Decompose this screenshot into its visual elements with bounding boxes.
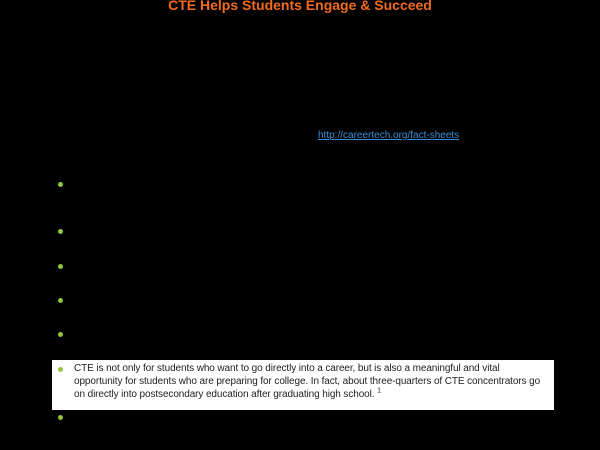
bullet-icon bbox=[58, 298, 63, 303]
fact-sheets-link[interactable]: http://careertech.org/fact-sheets bbox=[318, 130, 460, 141]
highlighted-bullet-callout bbox=[52, 360, 554, 410]
callout-body: CTE is not only for students who want to go directly into a career, but is also a meaningful and vital opportunity for students who are preparing for college. In fact, about three-quarters of CTE concentrators go on directly into postsecondary education after graduating high school. bbox=[74, 363, 541, 400]
slide-title: CTE Helps Students Engage & Succeed bbox=[168, 0, 432, 13]
bullet-icon bbox=[58, 332, 63, 337]
bullet-icon bbox=[58, 415, 63, 420]
footnote-marker: 1 bbox=[377, 387, 381, 395]
bullet-icon bbox=[58, 229, 63, 234]
bullet-icon bbox=[58, 367, 63, 372]
bullet-icon bbox=[58, 182, 63, 187]
bullet-icon bbox=[58, 264, 63, 269]
callout-text bbox=[74, 362, 550, 401]
